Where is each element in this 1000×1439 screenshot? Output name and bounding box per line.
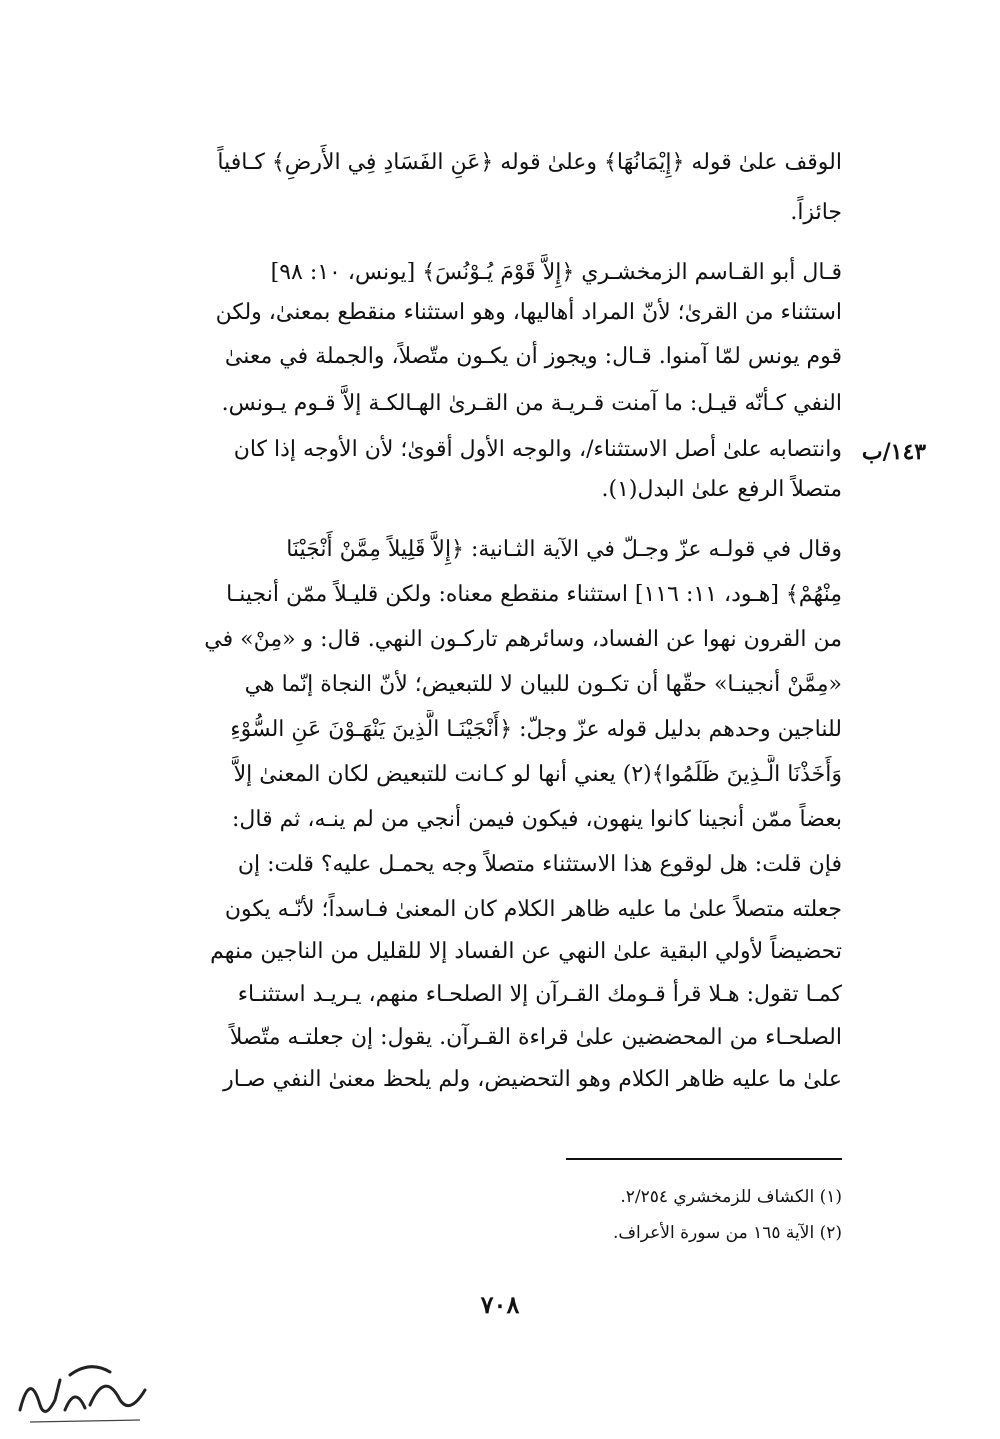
text-line: استثناء من القرىٰ؛ لأنّ المراد أهاليها، وهو استثناء منقطع بمعنىٰ، ولكن [215, 300, 842, 325]
text-line: من القرون نهوا عن الفساد، وسائرهم تاركـون النهي. قال: و «مِنْ» في [204, 627, 842, 652]
footnote: (١) الكشاف للزمخشري ٢/٢٥٤. [620, 1187, 842, 1207]
text-line: وَأَخَذْنَا الَّـذِينَ ظَلَمُوا﴾(٢) يعني أنها لو كـانت للتبعيض لكان المعنىٰ إلاَّ [233, 762, 842, 787]
text-line: وقال في قولـه عزّ وجـلّ في الآية الثـانية: ﴿إِلاَّ قَلِيلاً مِمَّنْ أَنْجَيْنَا [286, 537, 842, 562]
text-line: مِنْهُمْ﴾ [هـود، ١١: ١١٦] استثناء منقطع معناه: ولكن قليـلاً ممّن أنجينـا [226, 582, 842, 607]
footnote-separator [566, 1158, 842, 1160]
text-line: النفي كـأنّه قيـل: ما آمنت قـريـة من القـرىٰ الهـالكـة إلاَّ قـوم يـونس. [221, 391, 842, 416]
text-line: فإن قلت: هل لوقوع هذا الاستثناء متصلاً وجه يحمـل عليه؟ قلت: إن [237, 852, 842, 877]
text-line: قوم يونس لمّا آمنوا. قـال: ويجوز أن يكـون متّصلاً، والجملة في معنىٰ [224, 344, 842, 369]
calligraphy-logo [10, 1350, 160, 1430]
body-text [148, 0, 842, 1100]
text-line: قـال أبو القـاسم الزمخشـري ﴿إِلاَّ قَوْمَ يُـوْنُسَ﴾ [يونس، ١٠: ٩٨] [270, 260, 842, 285]
text-line: الصلحـاء من المحضضين علىٰ قراءة القـرآن. يقول: إن جعلتـه متّصلاً [229, 1025, 842, 1050]
text-line: «مِمَّنْ أنجينـا» حقّها أن تكـون للبيان لا للتبعيض؛ لأنّ النجاة إنّما هي [244, 672, 842, 697]
text-line: كمـا تقول: هـلا قرأ قـومك القـرآن إلا الصلحـاء منهم، يـريـد استثنـاء [237, 982, 842, 1007]
text-line: بعضاً ممّن أنجينا كانوا ينهون، فيكون فيمن أنجي من لم ينـه، ثم قال: [232, 807, 842, 832]
text-line: جعلته متصلاً علىٰ ما عليه ظاهر الكلام كان المعنىٰ فـاسداً؛ لأنّـه يكون [224, 897, 842, 922]
text-line: جائزاً. [790, 200, 842, 225]
text-line: متصلاً الرفع علىٰ البدل(١). [601, 477, 842, 502]
folio-margin-note: ١٤٣/ب [861, 439, 927, 465]
text-line: للناجين وحدهم بدليل قوله عزّ وجلّ: ﴿أَنْجَيْنَـا الَّذِينَ يَنْهَـوْنَ عَنِ السُّوْءِ [230, 717, 842, 742]
text-line: وانتصابه علىٰ أصل الاستثناء/، والوجه الأول أقوىٰ؛ لأن الأوجه إذا كان [233, 437, 842, 462]
footnote: (٢) الآية ١٦٥ من سورة الأعراف. [613, 1223, 842, 1243]
text-line: تحضيضاً لأولي البقية علىٰ النهي عن الفساد إلا للقليل من الناجين منهم [210, 939, 842, 964]
text-line: الوقف علىٰ قوله ﴿إِيْمَانُهَا﴾ وعلىٰ قوله ﴿عَنِ الفَسَادِ فِي الأَرضِ﴾ كـافياً [217, 150, 842, 175]
page-number: ٧٠٨ [480, 1290, 520, 1319]
text-line: علىٰ ما عليه ظاهر الكلام وهو التحضيض، ولم يلحظ معنىٰ النفي صـار [223, 1067, 842, 1092]
